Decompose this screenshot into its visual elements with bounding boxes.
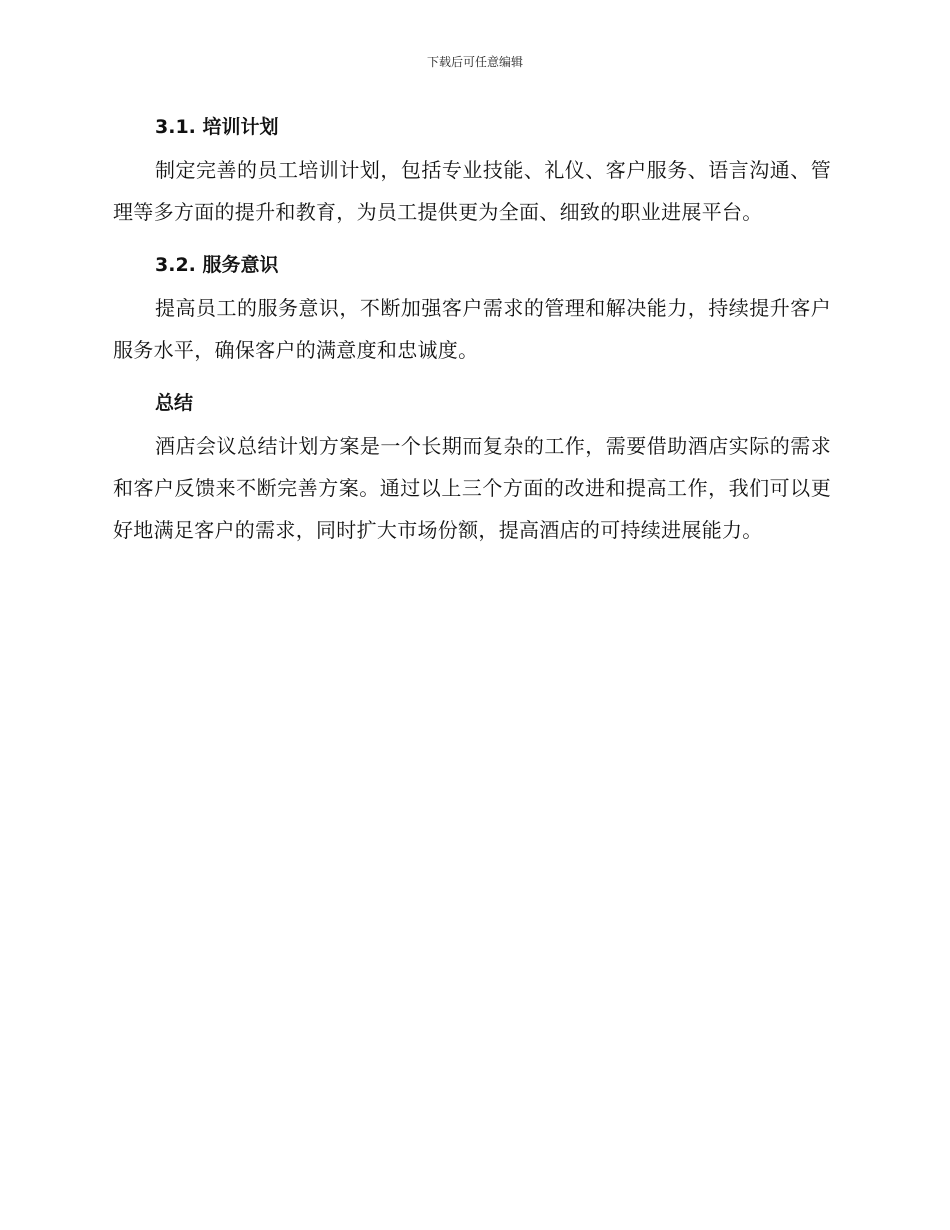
section-heading-training-plan: 3.1. 培训计划 [155,116,279,138]
section-heading-summary: 总结 [155,392,194,414]
paragraph-service-awareness: 提高员工的服务意识，不断加强客户需求的管理和解决能力，持续提升客户服务水平，确保客户的满意度和忠诚度。 [113,296,831,362]
paragraph-summary: 酒店会议总结计划方案是一个长期而复杂的工作，需要借助酒店实际的需求和客户反馈来不断完善方案。通过以上三个方面的改进和提高工作，我们可以更好地满足客户的需求，同时扩大市场份额，提高酒店的可持续进展能力。 [113,434,831,542]
paragraph-training-plan: 制定完善的员工培训计划，包括专业技能、礼仪、客户服务、语言沟通、管理等多方面的提升和教育，为员工提供更为全面、细致的职业进展平台。 [113,158,831,224]
page-header: 下载后可任意编辑 [426,55,523,69]
document-body [113,107,831,551]
section-heading-service-awareness: 3.2. 服务意识 [155,254,279,276]
